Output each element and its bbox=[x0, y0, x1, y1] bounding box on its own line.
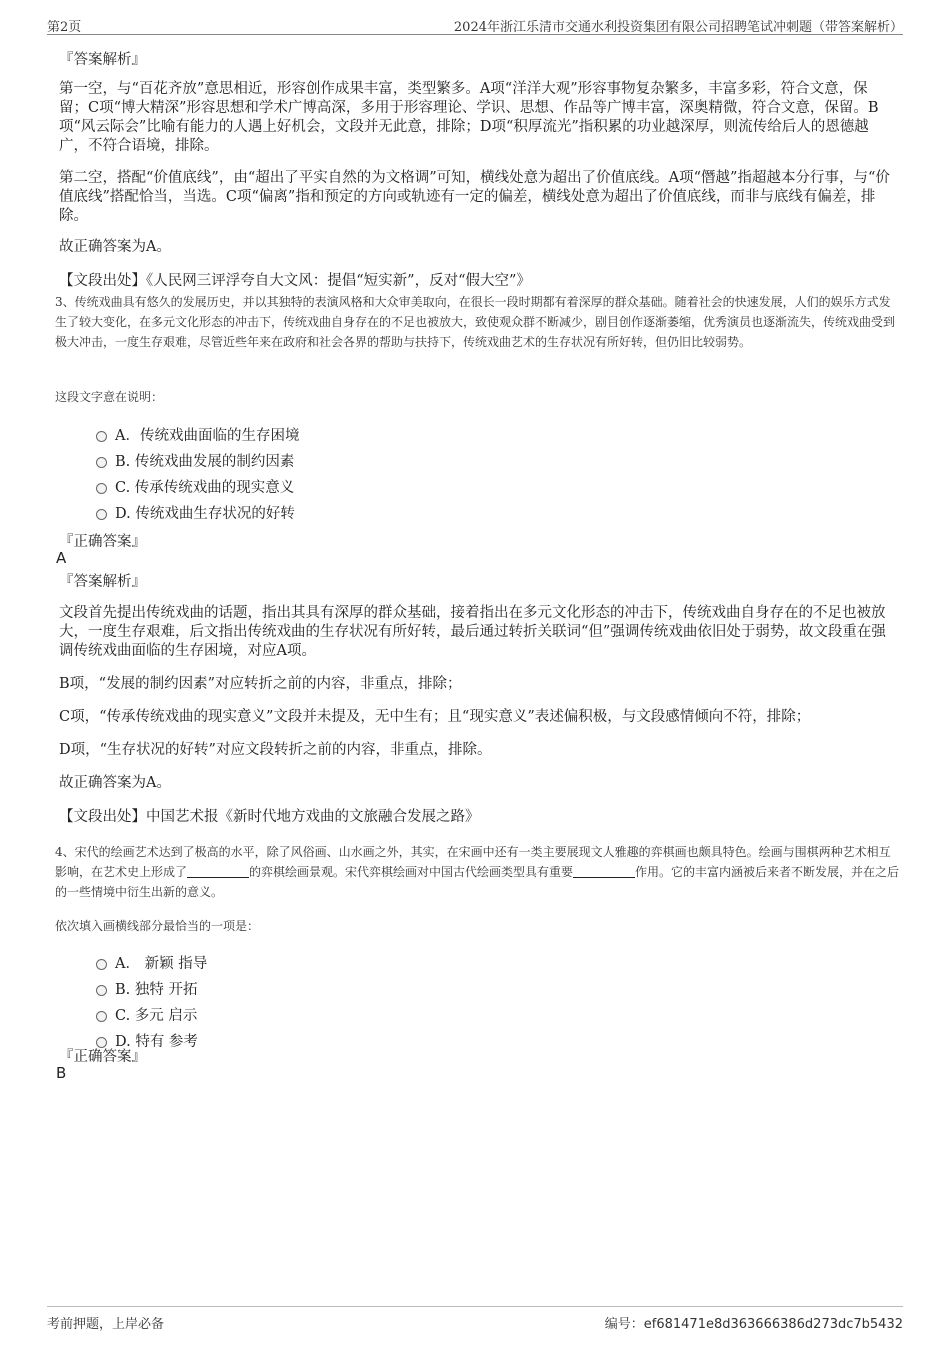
document-id: 编号：ef681471e8d363666386d273dc7b5432 bbox=[604, 1317, 903, 1332]
document-title: 2024年浙江乐清市交通水利投资集团有限公司招聘笔试冲刺题（带答案解析） bbox=[453, 20, 903, 35]
stem-part: 的弈棋绘画景观。宋代弈棋绘画对中国古代绘画类型具有重要 bbox=[249, 865, 574, 879]
radio-icon[interactable] bbox=[96, 509, 107, 520]
radio-icon[interactable] bbox=[96, 959, 107, 970]
option-b[interactable] bbox=[96, 978, 197, 999]
conclusion-text: 故正确答案为A。 bbox=[59, 775, 171, 791]
radio-icon[interactable] bbox=[96, 457, 107, 468]
analysis-paragraph: C项，“传承传统戏曲的现实意义”文段并未提及，无中生有；且“现实意义”表述偏积极，与文段感情倾向不符，排除； bbox=[59, 709, 811, 725]
option-b[interactable] bbox=[96, 450, 294, 471]
analysis-label: 『答案解析』 bbox=[59, 52, 146, 68]
fill-blank bbox=[573, 865, 635, 878]
analysis-paragraph: D项，“生存状况的好转”对应文段转折之前的内容，非重点，排除。 bbox=[59, 742, 492, 758]
radio-icon[interactable] bbox=[96, 431, 107, 442]
question-stem: 3、传统戏曲具有悠久的发展历史，并以其独特的表演风格和大众审美取向，在很长一段时期都有着深厚的群众基础。随着社会的快速发展，人们的娱乐方式发生了较大变化，在多元文化形态的冲击下，传统戏曲自身存在的不足也被放大，致使观众群不断减少，剧目创作逐渐萎缩，优秀演员也逐渐流失，传统戏曲受到极大冲击，一度生存艰难，尽管近些年来在政府和社会各界的帮助与扶持下，传统戏曲艺术的生存状况有所好转，但仍旧比较弱势。 bbox=[55, 295, 896, 349]
analysis-paragraph: 第一空，与“百花齐放”意思相近，形容创作成果丰富，类型繁多。A项“洋洋大观”形容事物复杂繁多，丰富多彩，符合文意，保留；C项“博大精深”形容思想和学术广博高深，多用于形容理论、学识、思想、作品等广博丰富，深奥精微，符合文意，保留。B项“风云际会”比喻有能力的人遇上好机会，文段并无此意，排除；D项“积厚流光”指积累的功业越深厚，则流传给后人的恩德越广，不符合语境，排除。 bbox=[59, 81, 879, 154]
option-label: D. 特有 参考 bbox=[115, 1034, 198, 1050]
analysis-paragraph: B项，“发展的制约因素”对应转折之前的内容，非重点，排除； bbox=[59, 676, 462, 692]
conclusion-text: 故正确答案为A。 bbox=[59, 239, 171, 255]
page-footer bbox=[47, 1306, 903, 1331]
option-label: A．传统戏曲面临的生存困境 bbox=[115, 428, 300, 444]
option-d[interactable] bbox=[96, 502, 295, 523]
question-prompt: 这段文字意在说明： bbox=[55, 390, 164, 404]
option-label: C. 多元 启示 bbox=[115, 1008, 198, 1024]
analysis-paragraph: 文段首先提出传统戏曲的话题，指出其具有深厚的群众基础，接着指出在多元文化形态的冲击下，传统戏曲自身存在的不足也被放大，一度生存艰难，后文指出传统戏曲的生存状况有所好转，最后通过转折关联词“但”强调传统戏曲依旧处于弱势，故文段重在强调传统戏曲面临的生存困境，对应A项。 bbox=[59, 605, 886, 659]
stem-part: 4、宋代的绘画艺术达到了极高的水平，除了风俗画、山水画之外，其实，在宋画中还有一类主要展现文人雅趣的弈棋画也颇具特色。绘画与围棋两种艺术相互影响，在艺术史上形成了 bbox=[55, 845, 891, 879]
correct-answer: A bbox=[56, 549, 67, 567]
option-label: B. 传统戏曲发展的制约因素 bbox=[115, 454, 295, 470]
analysis-label: 『答案解析』 bbox=[59, 574, 146, 590]
question-stem bbox=[55, 842, 900, 902]
source-text: 【文段出处】《人民网三评浮夸自大文风：提倡“短实新”，反对“假大空”》 bbox=[59, 273, 531, 289]
option-a[interactable] bbox=[96, 424, 299, 445]
page-number: 第2页 bbox=[47, 20, 82, 35]
option-label: A． 新颖 指导 bbox=[115, 956, 208, 972]
correct-answer-label: 『正确答案』 bbox=[59, 534, 146, 550]
option-c[interactable] bbox=[96, 476, 294, 497]
option-c[interactable] bbox=[96, 1004, 197, 1025]
correct-answer: B bbox=[56, 1064, 67, 1082]
source-text: 【文段出处】中国艺术报《新时代地方戏曲的文旅融合发展之路》 bbox=[59, 809, 480, 825]
radio-icon[interactable] bbox=[96, 1011, 107, 1022]
radio-icon[interactable] bbox=[96, 985, 107, 996]
option-label: D. 传统戏曲生存状况的好转 bbox=[115, 506, 295, 522]
radio-icon[interactable] bbox=[96, 483, 107, 494]
page-header bbox=[47, 14, 903, 35]
option-label: C. 传承传统戏曲的现实意义 bbox=[115, 480, 295, 496]
option-a[interactable] bbox=[96, 952, 207, 973]
footer-slogan: 考前押题，上岸必备 bbox=[47, 1317, 165, 1332]
fill-blank bbox=[187, 865, 249, 878]
option-label: B. 独特 开拓 bbox=[115, 982, 198, 998]
correct-answer-label: 『正确答案』 bbox=[59, 1049, 146, 1065]
stem-part: 作用。它的丰富内涵被后来者不断发展，并在之后的一些情境中衍生出新的意义。 bbox=[55, 865, 900, 899]
analysis-paragraph: 第二空，搭配“价值底线”，由“超出了平实自然的为文格调”可知，横线处意为超出了价值底线。A项“僭越”指超越本分行事，与“价值底线”搭配恰当，当选。C项“偏离”指和预定的方向或轨迹有一定的偏差，横线处意为超出了价值底线，而非与底线有偏差，排除。 bbox=[59, 170, 890, 224]
question-prompt: 依次填入画横线部分最恰当的一项是： bbox=[55, 919, 260, 933]
